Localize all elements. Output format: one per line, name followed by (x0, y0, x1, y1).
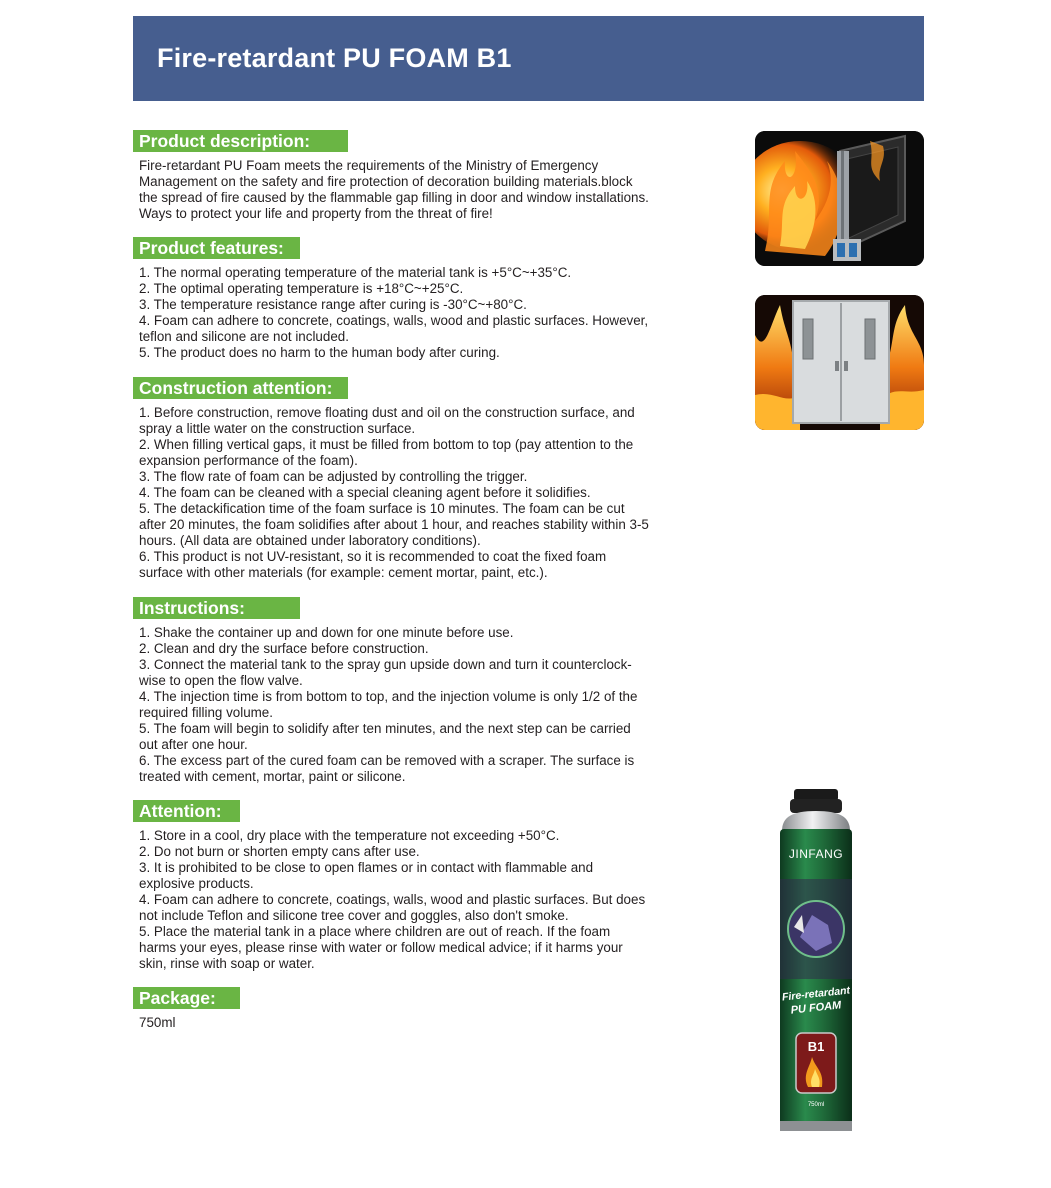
text-line: 3. Connect the material tank to the spray gun upside down and turn it counterclock- (139, 657, 632, 672)
text-line: 5. The detackification time of the foam surface is 10 minutes. The foam can be cut (139, 501, 625, 516)
text-line: skin, rinse with soap or water. (139, 956, 315, 971)
package-size: 750ml (139, 1015, 176, 1030)
text-line: 1. Before construction, remove floating dust and oil on the construction surface, and (139, 405, 635, 420)
text-line: 4. The injection time is from bottom to top, and the injection volume is only 1/2 of the (139, 689, 638, 704)
text-line: 2. The optimal operating temperature is +18°C~+25°C. (139, 281, 464, 296)
can-product-name-line2: PU FOAM (790, 999, 842, 1017)
section-body-construction (139, 405, 679, 581)
can-brand-text: JINFANG (788, 847, 844, 861)
text-line: Fire-retardant PU Foam meets the requirements of the Ministry of Emergency (139, 158, 599, 173)
text-line: 6. This product is not UV-resistant, so it is recommended to coat the fixed foam (139, 549, 607, 564)
section-heading-attention: Attention: (133, 800, 240, 822)
section-heading-instructions: Instructions: (133, 597, 300, 619)
section-body-attention (139, 828, 679, 972)
section-heading-features: Product features: (133, 237, 300, 259)
title-banner (133, 16, 924, 101)
text-line: explosive products. (139, 876, 254, 891)
text-line: the spread of fire caused by the flammable gap filling in door and window installations. (139, 190, 649, 205)
text-line: hours. (All data are obtained under laboratory conditions). (139, 533, 481, 548)
text-line: 3. It is prohibited to be close to open flames or in contact with flammable and (139, 860, 594, 875)
text-line: 4. The foam can be cleaned with a special cleaning agent before it solidifies. (139, 485, 591, 500)
text-line: expansion performance of the foam). (139, 453, 358, 468)
page-title: Fire-retardant PU FOAM B1 (157, 43, 512, 73)
text-line: required filling volume. (139, 705, 273, 720)
text-line: 4. Foam can adhere to concrete, coatings, walls, wood and plastic surfaces. But does (139, 892, 646, 907)
text-line: spray a little water on the construction surface. (139, 421, 416, 436)
text-line: after 20 minutes, the foam solidifies after about 1 hour, and reaches stability within 3-5 (139, 517, 649, 532)
text-line: out after one hour. (139, 737, 248, 752)
text-line: 4. Foam can adhere to concrete, coatings, walls, wood and plastic surfaces. However, (139, 313, 649, 328)
product-can-image (772, 787, 860, 1135)
text-line: 1. The normal operating temperature of the material tank is +5°C~+35°C. (139, 265, 572, 280)
text-line: 6. The excess part of the cured foam can be removed with a scraper. The surface is (139, 753, 635, 768)
section-body-features (139, 265, 679, 361)
text-line: 5. The foam will begin to solidify after ten minutes, and the next step can be carried (139, 721, 631, 736)
section-heading-construction: Construction attention: (133, 377, 348, 399)
door-fire-image (755, 295, 924, 430)
text-line: 2. Clean and dry the surface before construction. (139, 641, 429, 656)
section-body-instructions (139, 625, 679, 785)
can-volume: 750ml (807, 1102, 825, 1108)
text-line: Management on the safety and fire protection of decoration building materials.block (139, 174, 633, 189)
section-heading-package: Package: (133, 987, 240, 1009)
section-body-description (139, 158, 679, 222)
text-line: 1. Shake the container up and down for one minute before use. (139, 625, 514, 640)
section-heading-description: Product description: (133, 130, 348, 152)
text-line: 3. The flow rate of foam can be adjusted by controlling the trigger. (139, 469, 528, 484)
text-line: Ways to protect your life and property from the threat of fire! (139, 206, 493, 221)
text-line: 1. Store in a cool, dry place with the temperature not exceeding +50°C. (139, 828, 560, 843)
text-line: not include Teflon and silicone tree cover and goggles, also don't smoke. (139, 908, 569, 923)
text-line: surface with other materials (for example: cement mortar, paint, etc.). (139, 565, 548, 580)
text-line: teflon and silicone are not included. (139, 329, 349, 344)
text-line: 2. When filling vertical gaps, it must be filled from bottom to top (pay attention to the (139, 437, 634, 452)
text-line: 5. Place the material tank in a place where children are out of reach. If the foam (139, 924, 611, 939)
text-line: treated with cement, mortar, paint or silicone. (139, 769, 406, 784)
text-line: harms your eyes, please rinse with water or follow medical advice; if it harms your (139, 940, 623, 955)
can-product-name-line1: Fire-retardant (781, 984, 851, 1004)
text-line: wise to open the flow valve. (139, 673, 303, 688)
text-line: 2. Do not burn or shorten empty cans after use. (139, 844, 420, 859)
window-fire-image (755, 131, 924, 266)
can-grade-badge: B1 (807, 1039, 825, 1054)
text-line: 3. The temperature resistance range after curing is -30°C~+80°C. (139, 297, 527, 312)
text-line: 5. The product does no harm to the human body after curing. (139, 345, 500, 360)
section-body-package (139, 1015, 679, 1031)
